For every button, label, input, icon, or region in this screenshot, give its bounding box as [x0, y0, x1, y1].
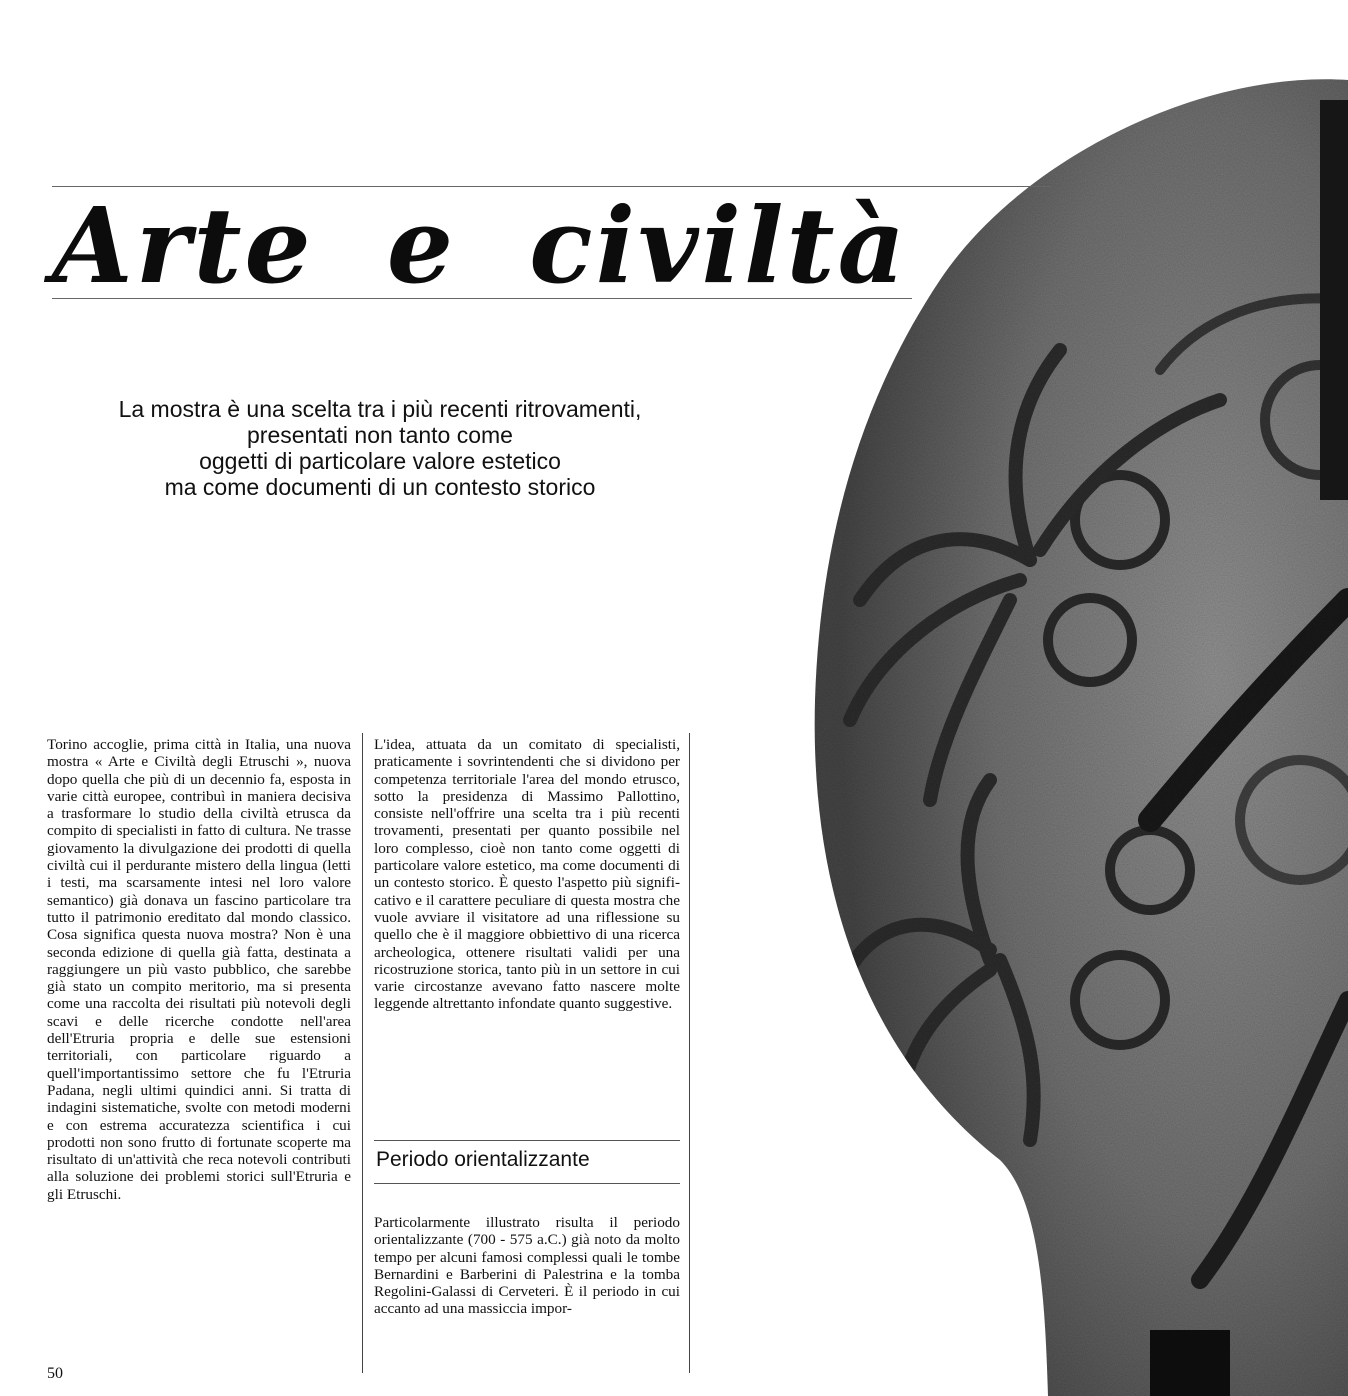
body-column-left — [47, 736, 351, 1203]
column-divider — [362, 733, 363, 1373]
page-number: 50 — [47, 1365, 63, 1382]
subtitle-line: oggetti di particolare valore estetico — [199, 448, 561, 474]
section-body — [374, 1214, 680, 1318]
section-rule-top — [374, 1140, 680, 1141]
article-title: Arte e civiltà — [52, 184, 908, 307]
body-paragraph: L'idea, attuata da un comitato di specialisti, praticamente i sovrintendenti che si dividono per competenza territoriale l'area del mondo etrusco, sotto la presidenza di Massimo Pallottino, consiste nell'offrire una scelta tra i più recenti trovamenti, presentati per quanto possibile nel loro complesso, cioè non tanto come oggetti di particolare valore estetico, ma come documenti di un contesto storico. È questo l'aspetto più significativo e il carattere peculiare di questa mostra che vuole avviare il visitatore ad una riflessione su quello che è il maggiore obbiettivo di una ricerca archeologica, ottenere risultati validi per una ricostruzione storica, tanto più in un settore in cui varie circostanze avevano fatto nascere molte leggende altrettanto infondate quanto suggestive. — [374, 736, 680, 1013]
article-subtitle — [40, 396, 720, 500]
body-paragraph: Torino accoglie, prima città in Italia, una nuova mostra « Arte e Civiltà degli Etruschi », nuova dopo quella che più di un decennio fa, esposta in varie città europee, contribuì in maniera decisiva a trasformare lo studio della civiltà etrusca da compito di specialisti in fatto di cultura. Ne trasse giovamento la divulgazione dei prodotti di quella civiltà cui il perdurante mistero della lingua (letti i testi, ma scarsamente intesi nel loro valore semantico) già donava un fascino particolare tra tutto il patrimonio ereditato dal mondo classico. Cosa significa questa nuova mostra? Non è una seconda edizione di quella già fatta, destinata a raggiungere un più vasto pubblico, che sarebbe già stato un compito meritorio, ma si presenta come una raccolta dei risultati più notevoli degli scavi e delle ricerche condotte nell'area dell'Etruria propria e delle sue estensioni territoriali, con particolare riguardo a quell'importantissimo settore che fu l'Etruria Padana, negli ultimi quindici anni. Si tratta di indagini sistematiche, svolte con metodi moderni e con estrema accuratezza scientifica i cui prodotti non sono frutto di fortunate scoperte ma risultato di un'attività che reca notevoli contributi alla soluzione dei problemi storici sull'Etruria e gli Etruschi. — [47, 736, 351, 1203]
subtitle-line: La mostra è una scelta tra i più recenti ritrovamenti, — [118, 396, 642, 422]
body-paragraph: Particolarmente illustrato risulta il periodo orientalizzante (700 - 575 a.C.) già noto da molto tempo per alcuni famosi complessi quali le tombe Bernardini e Barberini di Palestrina e la tomba Regolini-Galassi di Cerveteri. È il periodo in cui accanto ad una massiccia impor- — [374, 1214, 680, 1318]
body-column-right — [374, 736, 680, 1013]
subtitle-line: presentati non tanto come — [247, 422, 513, 448]
subtitle-line: ma come documenti di un contesto storico — [164, 474, 596, 500]
title-rule-bottom — [52, 298, 912, 299]
section-heading: Periodo orientalizzante — [376, 1148, 590, 1171]
section-rule-bottom — [374, 1183, 680, 1184]
column-divider — [689, 733, 690, 1373]
